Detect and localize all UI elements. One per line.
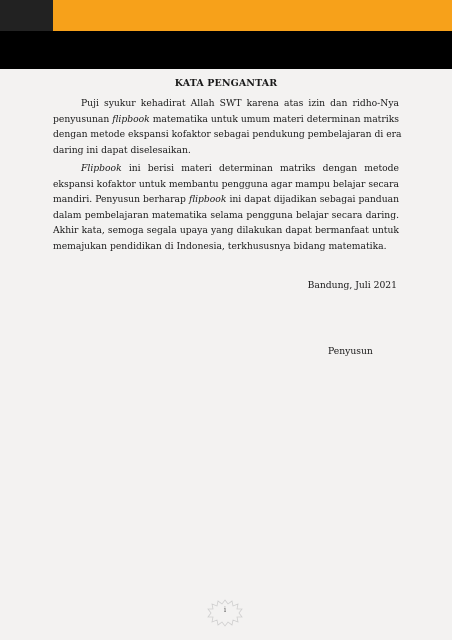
paragraph-line: Akhir kata, semoga segala upaya yang dilakukan dapat bermanfaat untuk bbox=[53, 225, 399, 237]
paragraph-line: mandiri. Penyusun berharap flipbook ini dapat dijadikan sebagai panduan bbox=[53, 194, 400, 206]
place-date: Bandung, Juli 2021 bbox=[307, 280, 397, 291]
page-title: KATA PENGANTAR bbox=[174, 78, 278, 89]
paragraph-line: Puji syukur kehadirat Allah SWT karena atas izin dan ridho-Nya bbox=[81, 98, 399, 109]
paragraph-line: dalam pembelajaran matematika selama pengguna belajar secara daring. bbox=[53, 209, 399, 221]
paragraph-line: Flipbook ini berisi materi determinan matriks dengan metode bbox=[81, 163, 399, 174]
paragraph-line: daring ini dapat diselesaikan. bbox=[53, 144, 191, 156]
header-dark-block bbox=[0, 0, 53, 31]
paragraph-line: penyusunan flipbook matematika untuk umum materi determinan matriks bbox=[53, 113, 399, 125]
paragraph-2 bbox=[53, 161, 399, 255]
paragraph-1 bbox=[53, 96, 402, 158]
header-black-bar bbox=[0, 31, 452, 69]
paragraph-line: dengan metode ekspansi kofaktor sebagai pendukung pembelajaran di era bbox=[53, 129, 402, 141]
signature-label: Penyusun bbox=[328, 346, 373, 357]
page-number: i bbox=[223, 606, 227, 614]
paragraph-line: memajukan pendidikan di Indonesia, terkhususnya bidang matematika. bbox=[53, 240, 387, 252]
paragraph-line: ekspansi kofaktor untuk membantu pengguna agar mampu belajar secara bbox=[53, 178, 399, 190]
header-orange-bar bbox=[53, 0, 452, 31]
